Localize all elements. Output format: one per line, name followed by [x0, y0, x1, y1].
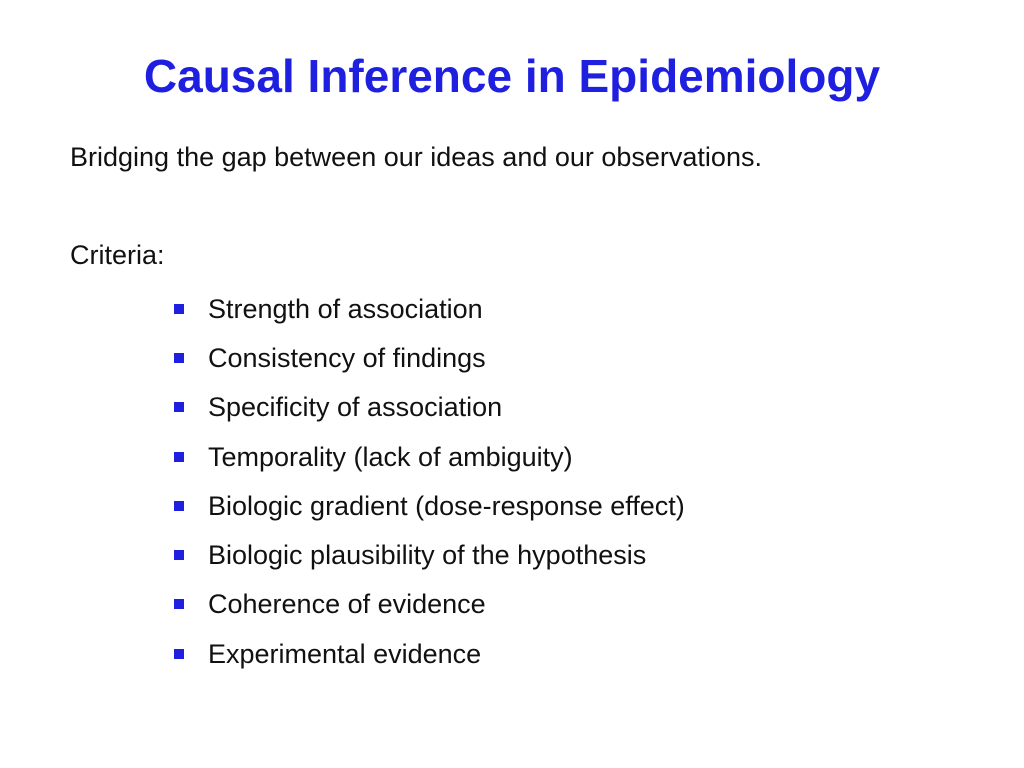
criteria-list — [174, 284, 685, 678]
square-bullet-icon — [174, 599, 184, 609]
square-bullet-icon — [174, 649, 184, 659]
criteria-item — [174, 580, 685, 629]
criteria-item — [174, 530, 685, 579]
criteria-item — [174, 333, 685, 382]
criteria-item — [174, 432, 685, 481]
square-bullet-icon — [174, 353, 184, 363]
square-bullet-icon — [174, 550, 184, 560]
criteria-item — [174, 284, 685, 333]
criteria-item-label: Biologic gradient (dose-response effect) — [208, 490, 685, 521]
square-bullet-icon — [174, 501, 184, 511]
slide-subtitle: Bridging the gap between our ideas and our observations. — [70, 142, 762, 172]
criteria-item-label: Coherence of evidence — [208, 589, 486, 620]
criteria-item-label: Consistency of findings — [208, 342, 486, 373]
criteria-item-label: Specificity of association — [208, 392, 503, 423]
criteria-item-label: Biologic plausibility of the hypothesis — [208, 540, 647, 571]
slide-title: Causal Inference in Epidemiology — [143, 50, 881, 102]
square-bullet-icon — [174, 402, 184, 412]
criteria-label: Criteria: — [70, 240, 165, 270]
criteria-item — [174, 383, 685, 432]
criteria-item-label: Experimental evidence — [208, 638, 482, 669]
criteria-item-label: Temporality (lack of ambiguity) — [208, 441, 573, 472]
criteria-item — [174, 629, 685, 678]
square-bullet-icon — [174, 452, 184, 462]
criteria-item-label: Strength of association — [208, 293, 483, 324]
square-bullet-icon — [174, 304, 184, 314]
criteria-item — [174, 481, 685, 530]
